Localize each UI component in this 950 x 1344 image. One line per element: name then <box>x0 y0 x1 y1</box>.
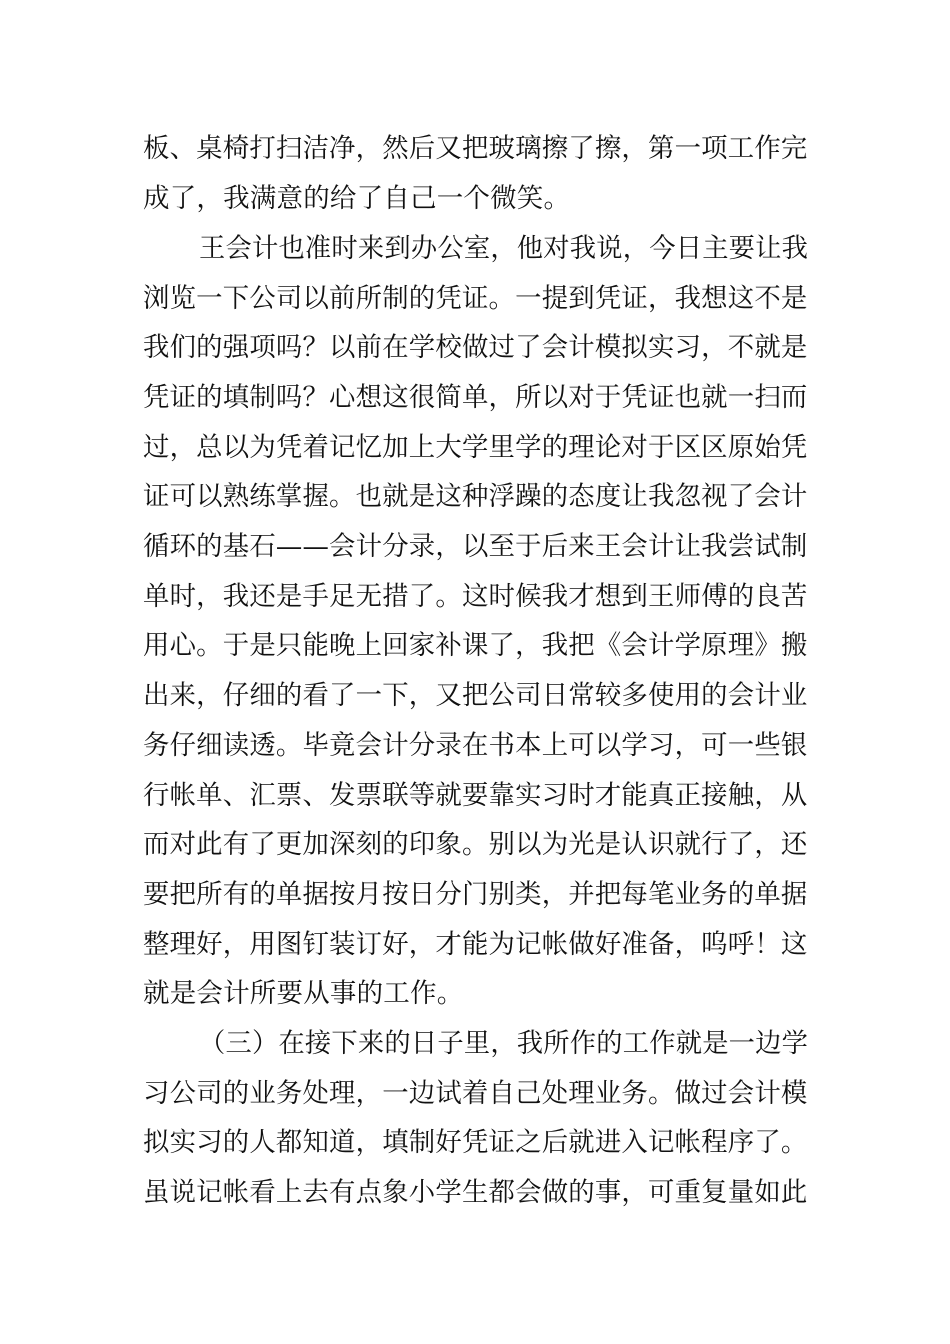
text-line: 就是会计所要从事的工作。 <box>143 978 464 1009</box>
text-line: 凭证的填制吗？心想这很简单，所以对于凭证也就一扫而 <box>143 382 808 413</box>
text-line: 虽说记帐看上去有点象小学生都会做的事，可重复量如此 <box>143 1177 808 1208</box>
text-line: 单时，我还是手足无措了。这时候我才想到王师傅的良苦 <box>143 581 808 612</box>
text-line: 循环的基石——会计分录，以至于后来王会计让我尝试制 <box>143 531 808 562</box>
text-line: 出来，仔细的看了一下，又把公司日常较多使用的会计业 <box>143 680 808 711</box>
paragraph-start-line: （三）在接下来的日子里，我所作的工作就是一边学 <box>199 1028 809 1059</box>
text-line: 成了，我满意的给了自己一个微笑。 <box>143 183 571 214</box>
text-line: 浏览一下公司以前所制的凭证。一提到凭证，我想这不是 <box>143 283 808 314</box>
text-line: 用心。于是只能晚上回家补课了，我把《会计学原理》搬 <box>143 630 808 661</box>
text-line: 证可以熟练掌握。也就是这种浮躁的态度让我忽视了会计 <box>143 481 808 512</box>
paragraph-start-line: 王会计也准时来到办公室，他对我说，今日主要让我 <box>199 233 809 264</box>
text-line: 习公司的业务处理，一边试着自己处理业务。做过会计模 <box>143 1078 808 1109</box>
text-line: 整理好，用图钉装订好，才能为记帐做好准备，呜呼！这 <box>143 929 808 960</box>
text-line: 务仔细读透。毕竟会计分录在书本上可以学习，可一些银 <box>143 730 808 761</box>
text-line: 而对此有了更加深刻的印象。别以为光是认识就行了，还 <box>143 829 808 860</box>
text-line: 我们的强项吗？以前在学校做过了会计模拟实习，不就是 <box>143 332 808 363</box>
text-line: 板、桌椅打扫洁净，然后又把玻璃擦了擦，第一项工作完 <box>143 133 808 164</box>
text-line: 要把所有的单据按月按日分门别类，并把每笔业务的单据 <box>143 879 808 910</box>
text-line: 过，总以为凭着记忆加上大学里学的理论对于区区原始凭 <box>143 432 808 463</box>
text-line: 行帐单、汇票、发票联等就要靠实习时才能真正接触，从 <box>143 780 808 811</box>
text-line: 拟实习的人都知道，填制好凭证之后就进入记帐程序了。 <box>143 1127 808 1158</box>
